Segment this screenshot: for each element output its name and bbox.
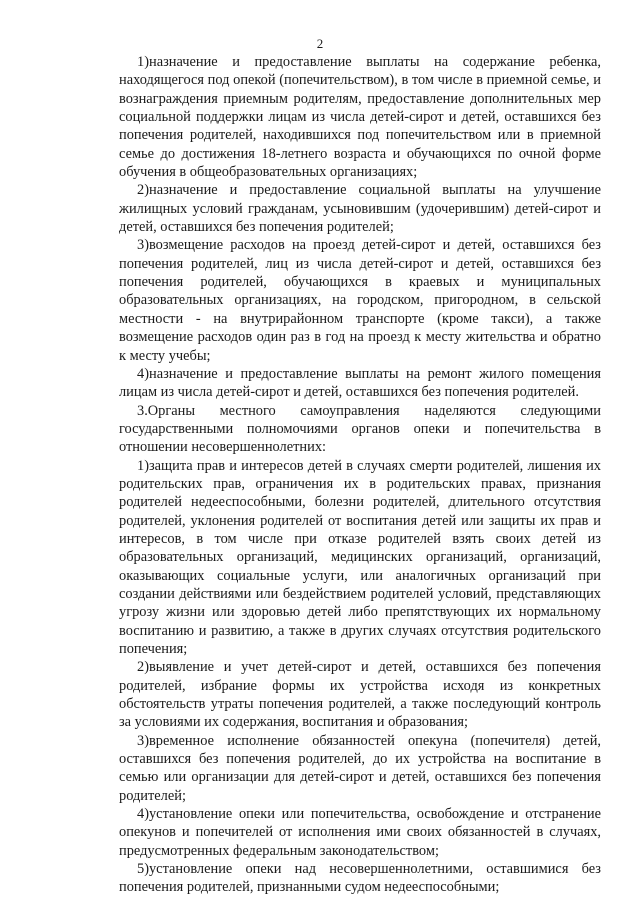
paragraph-4: 4)назначение и предоставление выплаты на ремонт жилого помещения лицам из числа детей-сирот и детей, оставшихся без попечения родителей.: [119, 365, 601, 401]
page-number: 2: [316, 36, 324, 51]
document-body: [119, 53, 601, 897]
paragraph-1: 1)назначение и предоставление выплаты на содержание ребенка, находящегося под опекой (попечительством), в том числе в приемной семье, и вознаграждения приемным родителям, предоставление дополнительных мер социальной поддержки лицам из числа детей-сирот и детей, оставшихся без попечения родителей, находившихся под попечительством или в приемной семье до достижения 18-летнего возраста и обучающихся по очной форме обучения в общеобразовательных организациях;: [119, 54, 601, 181]
paragraph-5: 3.Органы местного самоуправления наделяются следующими государственными полномочиями органов опеки и попечительства в отношении несовершеннолетних:: [119, 402, 601, 456]
paragraph-9: 4)установление опеки или попечительства, освобождение и отстранение опекунов и попечителей от исполнения ими своих обязанностей в случаях, предусмотренных федеральным законодательством;: [119, 806, 601, 859]
paragraph-3: 3)возмещение расходов на проезд детей-сирот и детей, оставшихся без попечения родителей, лиц из числа детей-сирот и детей, оставшихся без попечения родителей, обучающихся в краевых и муниципальных образовательных организациях, на городском, пригородном, в сельской местности - на внутрирайонном транспорте (кроме такси), а также возмещение расходов один раз в год на проезд к месту жительства и обратно к месту учебы;: [119, 237, 601, 364]
paragraph-6: 1)защита прав и интересов детей в случаях смерти родителей, лишения их родительских прав, ограничения их в родительских правах, признания родителей недееспособными, болезни родителей, длительного отсутствия родителей, уклонения родителей от воспитания детей или защиты их прав и интересов, в том числе при отказе родителей взять своих детей из образовательных организаций, медицинских организаций, организаций, оказывающих социальные услуги, или аналогичных организаций при создании действиями или бездействием родителей условий, представляющих угрозу жизни или здоровью детей либо препятствующих их нормальному воспитанию и развитию, а также в других случаях отсутствия родительского попечения;: [119, 457, 601, 657]
paragraph-2: 2)назначение и предоставление социальной выплаты на улучшение жилищных условий гражданам, усыновившим (удочерившим) детей-сирот и детей, оставшихся без попечения родителей;: [119, 182, 601, 236]
paragraph-8: 3)временное исполнение обязанностей опекуна (попечителя) детей, оставшихся без попечения родителей, до их устройства на воспитание в семью или организации для детей-сирот и детей, оставшихся без попечения родителей;: [119, 732, 601, 804]
paragraph-10: 5)установление опеки над несовершеннолетними, оставшимися без попечения родителей, признанными судом недееспособными;: [119, 861, 601, 896]
paragraph-7: 2)выявление и учет детей-сирот и детей, оставшихся без попечения родителей, избрание формы их устройства исходя из конкретных обстоятельств утраты попечения родителей, а также последующий контроль за условиями их содержания, воспитания и образования;: [119, 659, 601, 731]
